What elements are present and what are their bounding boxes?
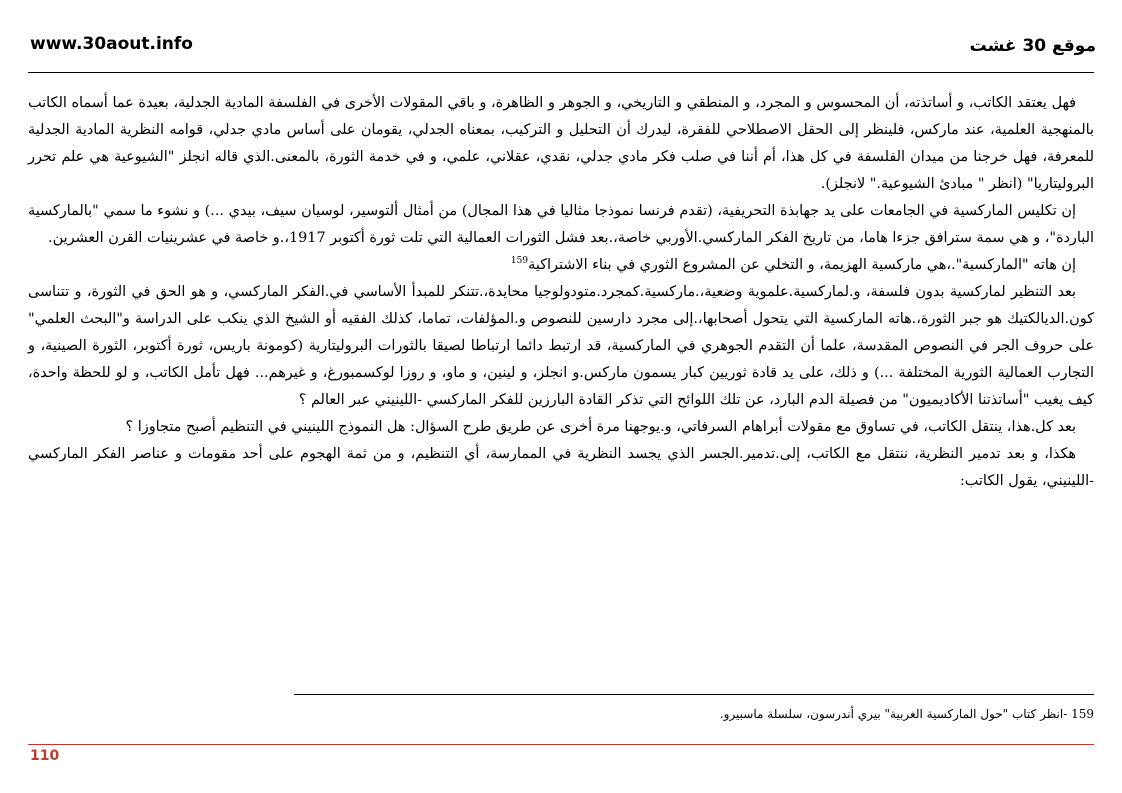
site-name: موقع 30 غشت [969,36,1096,56]
paragraph: إن تكليس الماركسية في الجامعات على يد جهابذة التحريفية، (تقدم فرنسا نموذجا مثاليا في هذا المجال) من أمثال ألتوسير، لوسيان سيف، بيدي ...) و نشوء ما سمي "بالماركسية الباردة"، و هي سمة سترافق جزءا هاما، من تاريخ الفكر الماركسي.الأوربي خاصة،.بعد فشل الثورات العمالية التي تلت ثورة أكتوبر 1917،.و خاصة في عشرينيات القرن العشرين. [28,203,1094,246]
paragraph: بعد كل.هذا، ينتقل الكاتب، في تساوق مع مقولات أبراهام السرفاتي، و.يوجهنا مرة أخرى عن طريق طرح السؤال: هل النموذج اللينيني في التنظيم أصبح متجاوزا ؟ [125,419,1076,435]
page-number: 110 [30,748,60,764]
article-body [28,90,1094,495]
paragraph: فهل يعتقد الكاتب، و أساتذته، أن المحسوس و المجرد، و المنطقي و التاريخي، و الجوهر و الظاهرة، و باقي المقولات الأخرى في الفلسفة المادية الجدلية، بعيدة عما أسماه الكاتب بالمنهجية العلمية، عند ماركس، فلينظر إلى الحقل الاصطلاحي للفقرة، ليدرك أن التحليل و التركيب، بمعناه الجدلي، يقومان على أساس مادي جدلي، قوامه النظرية المادية الجدلية للمعرفة، فهل خرجنا من ميدان الفلسفة في كل هذا، أم أننا في صلب فكر مادي جدلي، نقدي، عقلاني، علمي، و في خدمة الثورة، بالمعنى.الذي قاله انجلز "الشيوعية هي علم تحرر البروليتاريا" (انظر " مبادئ الشيوعية." لانجلز). [28,95,1094,192]
header-divider [28,72,1094,73]
footer-divider [28,744,1094,745]
paragraph: هكذا، و بعد تدمير النظرية، ننتقل مع الكاتب، إلى.تدمير.الجسر الذي يجسد النظرية في الممارسة، أي التنظيم، و من ثمة الهجوم على أحد مقومات و عناصر الفكر الماركسي -اللينيني، يقول الكاتب: [28,446,1094,489]
paragraph: بعد التنظير لماركسية بدون فلسفة، و.لماركسية.علموية وضعية،.ماركسية.كمجرد.متودولوجيا محايدة،.تتنكر للمبدأ الأساسي في.الفكر الماركسي، و هو الحق في الثورة، و تتناسى كون.الديالكتيك هو جبر الثورة،.هاته الماركسية التي يتحول أصحابها،.إلى مجرد دارسين للنصوص و.المؤلفات، تماما، كذلك الفقيه أو الشيخ الذي ينكب على الدراسة و"البحث العلمي" على حروف الجر في النصوص المقدسة، علما أن التقدم الجوهري في الماركسية، قد ارتبط دائما ارتباطا لصيقا بالثورات البروليتارية (كومونة باريس، ثورة أكتوبر، الثورة الصينية، و التجارب العمالية الثورية المختلفة ...) و ذلك، على يد قادة ثوريين كبار يسمون ماركس.و انجلز، و لينين، و ماو، و روزا لوكسمبورغ، و غيرهم... فهل تأمل الكاتب، و لو للحظة واحدة، كيف يغيب "أساتذتنا الأكاديميون" من فصيلة الدم البارد، عن تلك اللوائح التي تذكر القادة البارزين للفكر الماركسي -اللينيني عبر العالم ؟ [28,284,1094,408]
footnote-divider [294,694,1094,695]
site-url: www.30aout.info [30,34,193,54]
footnote-reference: 159 [510,256,529,267]
footnote: 159 -انظر كتاب "حول الماركسية الغربية" بيري أندرسون، سلسلة ماسبيرو. [719,707,1094,721]
paragraph: إن هاته "الماركسية".،هي ماركسية الهزيمة، و التخلي عن المشروع الثوري في بناء الاشتراكية$^{159}$ [510,256,1076,273]
